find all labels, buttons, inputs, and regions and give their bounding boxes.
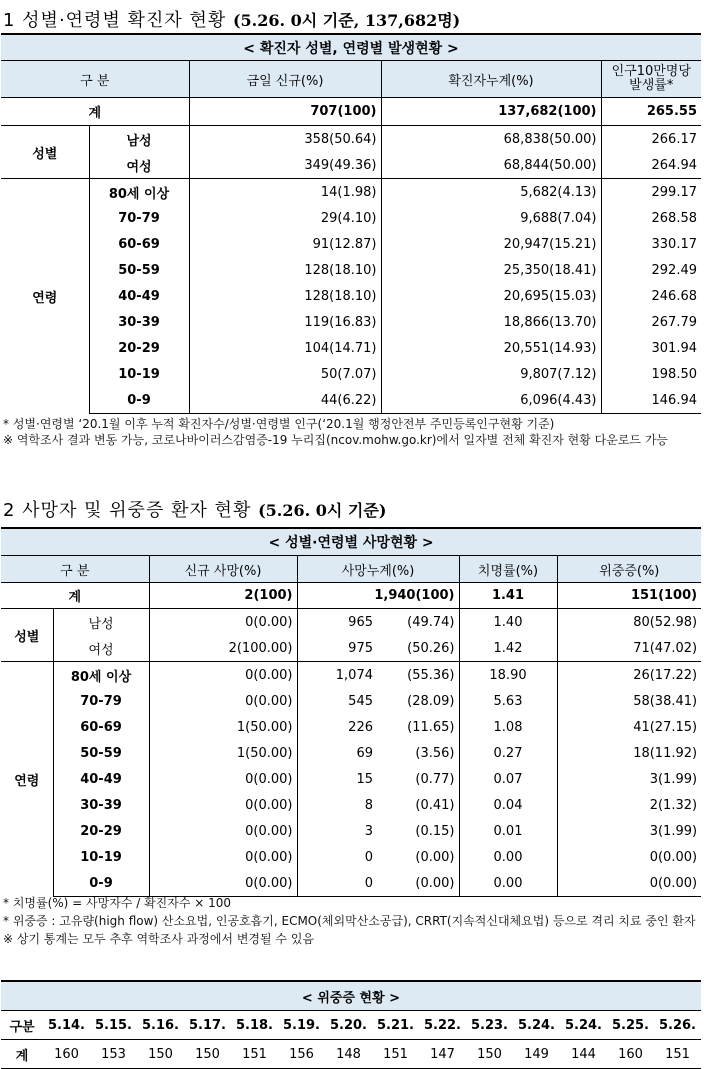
cell-severe: 71(47.02) [633,640,698,656]
header-category: 구 분 [1,556,149,583]
table-row [1,818,701,844]
row-label: 0-9 [53,870,149,897]
cell-cum: 18,866(13.70) [381,309,601,335]
cell-rate: 268.58 [651,210,697,226]
table-row [1,635,701,662]
cell-fatality: 0.07 [459,766,557,792]
gender-group-label: 성별 [1,609,53,662]
section2-notes [3,896,699,946]
row-label: 70-79 [89,205,189,231]
cell-new: 349(49.36) [189,152,381,179]
cell-fatality: 0.00 [459,870,557,897]
date-header-cell: 5.24. [560,1011,607,1040]
row-label: 50-59 [89,257,189,283]
date-header-cell: 5.22. [419,1011,466,1040]
header-category: 구 분 [1,61,189,98]
row-label: 10-19 [53,844,149,870]
cell-cum-count: 226 [348,719,373,735]
date-header-cell: 5.24. [513,1011,560,1040]
cell-cum: 20,695(15.03) [381,283,601,309]
date-header-cell: 5.16. [137,1011,184,1040]
header-rate: 인구10만명당 발생률* [601,61,701,98]
note-subject-to-change: ※ 상기 통계는 모두 추후 역학조사 과정에서 변경될 수 있음 [3,932,315,946]
cell-cum-count: 975 [348,640,373,656]
cell-severe: 18(11.92) [633,745,698,761]
table-row [1,792,701,818]
total-new: 2(100) [149,583,297,609]
row-label: 20-29 [89,335,189,361]
age-group-label: 연령 [1,662,53,897]
cell-rate: 292.49 [651,262,697,278]
row-label: 50-59 [53,740,149,766]
cell-cum-pct: (0.00) [377,870,459,897]
severe-count-cell: 148 [325,1040,372,1069]
table-row [1,126,701,153]
severe-trend-table [1,980,701,1069]
section2-title-date: (5.26. 0시 기준) [258,501,387,520]
row-label: 60-69 [53,714,149,740]
cell-new: 0(0.00) [149,870,297,897]
table2-caption: < 성별·연령별 사망현황 > [1,528,701,556]
row-label: 60-69 [89,231,189,257]
cell-rate: 301.94 [651,340,697,356]
cell-cum: 9,688(7.04) [381,205,601,231]
row-label: 남성 [53,609,149,636]
note-fatality-definition: * 치명률(%) = 사망자수 / 확진자수 × 100 [3,896,232,910]
cell-cum: 9,807(7.12) [381,361,601,387]
severe-count-cell: 156 [278,1040,325,1069]
table-row [1,740,701,766]
table-row [1,609,701,636]
date-header-cell: 5.21. [372,1011,419,1040]
row-label: 여성 [89,152,189,179]
cell-severe: 26(17.22) [557,662,701,689]
row-label: 40-49 [53,766,149,792]
cell-rate: 264.94 [651,157,697,173]
cell-severe: 3(1.99) [649,823,698,839]
header-category: 구분 [1,1011,43,1040]
cell-new: 50(7.07) [189,361,381,387]
row-label: 0-9 [89,387,189,414]
severe-count-cell: 153 [90,1040,137,1069]
severe-count-cell: 147 [419,1040,466,1069]
cell-new: 1(50.00) [149,714,297,740]
table2-header-row [1,556,701,583]
note-severe-definition: * 위중증 : 고유량(high flow) 산소요법, 인공호흡기, ECMO(체외막산소공급), CRRT(지속적신대체요법) 등으로 격리 치료 중인 환자 [3,914,696,928]
cell-fatality: 5.63 [459,688,557,714]
cell-cum: 20,551(14.93) [381,335,601,361]
date-header-cell: 5.18. [231,1011,278,1040]
header-new-deaths: 신규 사망(%) [149,556,297,583]
cell-fatality: 1.40 [459,609,557,636]
total-label: 계 [1,98,189,126]
cell-new: 119(16.83) [189,309,381,335]
cell-new: 358(50.64) [189,126,381,153]
total-cum: 1,940(100) [297,583,459,609]
total-new: 707(100) [189,98,381,126]
row-label: 계 [1,1040,43,1069]
cell-cum-pct: (50.26) [377,635,459,662]
cell-severe: 80(52.98) [633,614,698,630]
cell-cum-count: 15 [356,771,373,787]
table-row [1,152,701,179]
total-label: 계 [1,583,149,609]
table-row [1,844,701,870]
table1-header-row [1,61,701,98]
cell-rate: 267.79 [651,314,697,330]
row-label: 30-39 [53,792,149,818]
total-severe: 151(100) [557,583,701,609]
cell-new: 0(0.00) [149,766,297,792]
cell-cum-pct: (49.74) [377,609,459,636]
table-row [1,179,701,206]
cell-new: 2(100.00) [149,635,297,662]
cell-new: 128(18.10) [189,283,381,309]
cell-cum-pct: (0.00) [377,844,459,870]
date-header-cell: 5.15. [90,1011,137,1040]
total-rate: 265.55 [601,98,701,126]
section1-title [3,6,460,32]
header-cumulative-deaths: 사망누계(%) [297,556,459,583]
cell-cum-count: 3 [364,823,373,839]
date-header-cell: 5.25. [607,1011,654,1040]
cell-cum-count: 0 [297,870,377,897]
table-row [1,766,701,792]
cell-cum-pct: (0.77) [377,766,459,792]
cell-cum: 25,350(18.41) [381,257,601,283]
cell-cum-count: 1,074 [297,662,377,689]
table-row [1,688,701,714]
cell-rate: 246.68 [651,288,697,304]
table2-total-row [1,583,701,609]
note-download-info: ※ 역학조사 결과 변동 가능, 코로나바이러스감염증-19 누리집(ncov.mohw.go.kr)에서 일자별 전체 확진자 현황 다운로드 가능 [3,433,669,447]
cell-cum-pct: (3.56) [377,740,459,766]
cell-fatality: 0.27 [459,740,557,766]
table3-value-row [1,1040,701,1069]
cell-cum-pct: (28.09) [377,688,459,714]
cell-cum-pct: (0.15) [377,818,459,844]
section1-title-text: 1 성별·연령별 확진자 현황 [3,10,227,31]
cell-new: 0(0.00) [149,818,297,844]
table-row [1,870,701,897]
section2-title [3,496,386,522]
cell-new: 91(12.87) [189,231,381,257]
row-label: 20-29 [53,818,149,844]
cell-new: 0(0.00) [149,792,297,818]
cell-cum-count: 0 [364,849,373,865]
header-severe: 위중증(%) [557,556,701,583]
cell-new: 29(4.10) [189,205,381,231]
header-new-cases: 금일 신규(%) [189,61,381,98]
row-label: 10-19 [89,361,189,387]
date-header-cell: 5.14. [43,1011,90,1040]
cell-new: 104(14.71) [189,335,381,361]
severe-count-cell: 160 [43,1040,90,1069]
row-label: 80세 이상 [53,662,149,689]
confirmed-by-sex-age-table [1,33,701,414]
total-cum: 137,682(100) [381,98,601,126]
table-row [1,361,701,387]
cell-severe: 2(1.32) [649,797,698,813]
row-label: 30-39 [89,309,189,335]
cell-new: 0(0.00) [149,662,297,689]
cell-new: 0(0.00) [149,688,297,714]
section1-notes [3,417,699,447]
cell-rate: 146.94 [601,387,701,414]
note-rate-definition: * 성별·연령별 ‘20.1월 이후 누적 확진자수/성별·연령별 인구(‘20.1월 행정안전부 주민등록인구현황 기준) [3,417,555,431]
date-header-cell: 5.19. [278,1011,325,1040]
cell-cum-count: 545 [348,693,373,709]
section1-title-date: (5.26. 0시 기준, 137,682명) [232,11,461,30]
severe-count-cell: 149 [513,1040,560,1069]
table-row [1,335,701,361]
date-header-cell: 5.26. [654,1011,701,1040]
table1-total-row [1,98,701,126]
table-row [1,205,701,231]
severe-count-cell: 151 [231,1040,278,1069]
date-header-cell: 5.23. [466,1011,513,1040]
cell-new: 1(50.00) [149,740,297,766]
cell-cum: 68,838(50.00) [381,126,601,153]
severe-count-cell: 150 [184,1040,231,1069]
cell-severe: 0(0.00) [557,870,701,897]
gender-group-label: 성별 [1,126,89,179]
date-header-cell: 5.17. [184,1011,231,1040]
row-label: 40-49 [89,283,189,309]
cell-cum-pct: (55.36) [377,662,459,689]
cell-fatality: 1.08 [459,714,557,740]
severe-count-cell: 150 [137,1040,184,1069]
table-row [1,309,701,335]
table-row [1,662,701,689]
table1-caption: < 확진자 성별, 연령별 발생현황 > [1,34,701,61]
cell-fatality: 1.42 [459,635,557,662]
cell-new: 0(0.00) [149,609,297,636]
cell-severe: 58(38.41) [633,693,698,709]
table3-caption: < 위중증 현황 > [1,981,701,1011]
cell-severe: 41(27.15) [633,719,698,735]
cell-cum: 20,947(15.21) [381,231,601,257]
cell-new: 0(0.00) [149,844,297,870]
cell-cum-pct: (0.41) [377,792,459,818]
header-cumulative: 확진자누계(%) [381,61,601,98]
table-row [1,714,701,740]
table3-header-row [1,1011,701,1040]
cell-rate: 198.50 [651,366,697,382]
age-group-label: 연령 [1,179,89,414]
row-label: 80세 이상 [89,179,189,206]
cell-cum-count: 965 [348,614,373,630]
cell-fatality: 18.90 [459,662,557,689]
date-header-cell: 5.20. [325,1011,372,1040]
cell-rate: 299.17 [601,179,701,206]
header-fatality: 치명률(%) [459,556,557,583]
cell-fatality: 0.01 [459,818,557,844]
cell-new: 128(18.10) [189,257,381,283]
section2-title-text: 2 사망자 및 위중증 환자 현황 [3,500,252,521]
cell-new: 44(6.22) [189,387,381,414]
cell-severe: 3(1.99) [649,771,698,787]
total-fatality: 1.41 [459,583,557,609]
cell-fatality: 0.00 [459,844,557,870]
deaths-by-sex-age-table [1,527,701,897]
cell-cum-count: 69 [356,745,373,761]
severe-count-cell: 160 [607,1040,654,1069]
severe-count-cell: 151 [372,1040,419,1069]
cell-cum-pct: (11.65) [377,714,459,740]
row-label: 남성 [89,126,189,153]
row-label: 여성 [53,635,149,662]
severe-count-cell: 151 [654,1040,701,1069]
cell-fatality: 0.04 [459,792,557,818]
cell-rate: 266.17 [651,131,697,147]
table-row [1,231,701,257]
cell-severe: 0(0.00) [649,849,698,865]
cell-cum: 68,844(50.00) [381,152,601,179]
row-label: 70-79 [53,688,149,714]
severe-count-cell: 150 [466,1040,513,1069]
cell-rate: 330.17 [651,236,697,252]
cell-cum: 6,096(4.43) [381,387,601,414]
table-row [1,387,701,414]
cell-cum: 5,682(4.13) [381,179,601,206]
cell-new: 14(1.98) [189,179,381,206]
cell-cum-count: 8 [364,797,373,813]
table-row [1,283,701,309]
severe-count-cell: 144 [560,1040,607,1069]
table-row [1,257,701,283]
